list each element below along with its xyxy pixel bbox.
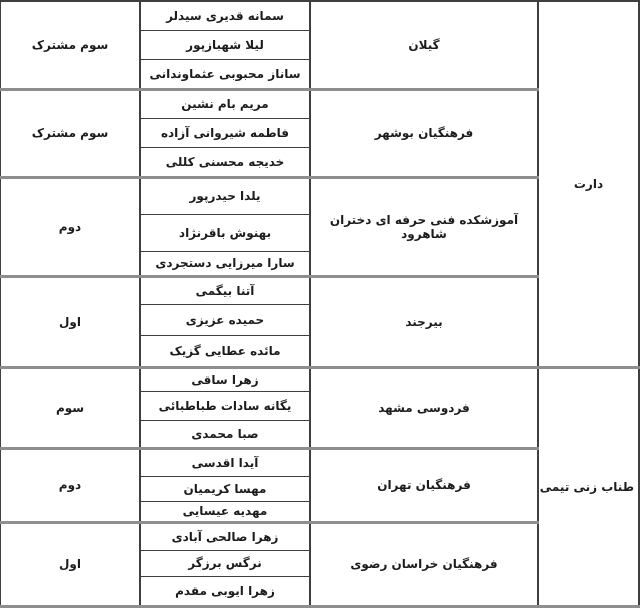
athlete-name-cell: بهنوش باقرنژاد <box>140 214 310 251</box>
athlete-name-cell: آتنا بیگمی <box>140 276 310 304</box>
athlete-name-cell: زهرا صالحی آبادی <box>140 522 310 550</box>
athlete-name-cell: زهرا ساقی <box>140 367 310 391</box>
university-cell: فرهنگیان بوشهر <box>310 89 538 177</box>
rank-cell: سوم <box>0 367 140 448</box>
rank-cell: اول <box>0 522 140 606</box>
university-cell: فرهنگیان تهران <box>310 448 538 522</box>
athlete-name-cell: نرگس برزگر <box>140 550 310 576</box>
athlete-name-cell: آیدا اقدسی <box>140 448 310 476</box>
athlete-name-cell: یلدا حیدرپور <box>140 177 310 214</box>
athlete-name-cell: سمانه قدیری سیدلر <box>140 1 310 30</box>
discipline-cell-darts: دارت <box>538 1 639 367</box>
university-cell: گیلان <box>310 1 538 89</box>
university-cell: فرهنگیان خراسان رضوی <box>310 522 538 606</box>
rank-cell: سوم مشترک <box>0 1 140 89</box>
athlete-name-cell: حمیده عزیزی <box>140 304 310 335</box>
athlete-name-cell: صبا محمدی <box>140 420 310 448</box>
athlete-name-cell: فاطمه شیروانی آزاده <box>140 118 310 147</box>
university-cell: آموزشکده فنی حرفه ای دختران شاهرود <box>310 177 538 276</box>
rank-cell: سوم مشترک <box>0 89 140 177</box>
athlete-name-cell: یگانه سادات طباطبائی <box>140 391 310 420</box>
athlete-name-cell: مهسا کریمیان <box>140 476 310 501</box>
athlete-name-cell: سارا میرزایی دستجردی <box>140 251 310 276</box>
university-cell: فردوسی مشهد <box>310 367 538 448</box>
rank-cell: دوم <box>0 177 140 276</box>
rank-cell: اول <box>0 276 140 367</box>
athlete-name-cell: مائده عطایی گزیک <box>140 335 310 367</box>
athlete-name-cell: ساناز محبوبی عثماوندانی <box>140 59 310 89</box>
rank-cell: دوم <box>0 448 140 522</box>
athlete-name-cell: مریم بام نشین <box>140 89 310 118</box>
athlete-name-cell: خدیجه محسنی کللی <box>140 147 310 177</box>
athlete-name-cell: مهدیه عیسایی <box>140 501 310 522</box>
university-cell: بیرجند <box>310 276 538 367</box>
athlete-name-cell: زهرا ایوبی مقدم <box>140 576 310 606</box>
discipline-cell-team-rope-skipping: طناب زنی تیمی <box>538 367 639 606</box>
athlete-name-cell: لیلا شهبازپور <box>140 30 310 59</box>
